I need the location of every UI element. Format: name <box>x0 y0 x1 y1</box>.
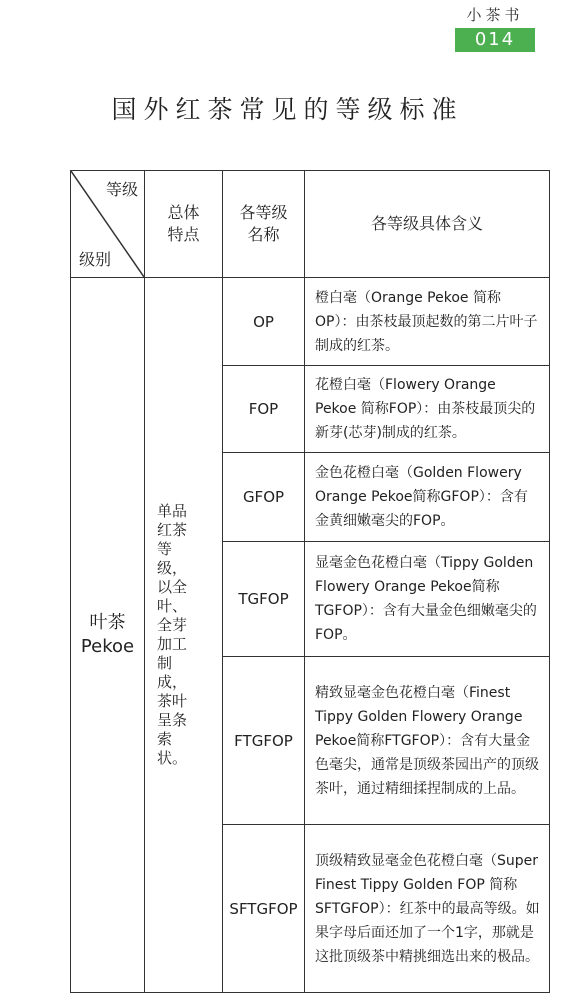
header-grade-name: 各等级 名称 <box>223 171 305 278</box>
grade-desc-gfop: 金色花橙白毫（Golden Flowery Orange Pekoe简称GFOP）：含有金黄细嫩毫尖的FOP。 <box>305 453 550 542</box>
feature-cell <box>145 278 223 993</box>
page-number: 014 <box>455 28 535 52</box>
grade-table <box>70 170 550 993</box>
grade-name-sftgfop: SFTGFOP <box>223 825 305 993</box>
brand-block <box>455 4 535 52</box>
category-en: Pekoe <box>80 636 135 657</box>
grade-name-op: OP <box>223 278 305 366</box>
category-cell <box>71 278 145 993</box>
brand-name: 小茶书 <box>466 6 524 24</box>
corner-label-level: 级别 <box>79 250 112 269</box>
grade-name-gfop: GFOP <box>223 453 305 542</box>
feature-text: 单品 红茶 等级， 以全叶、 全芽 加工 制成， 茶叶 呈条 索状。 <box>157 502 188 767</box>
grade-name-ftgfop: FTGFOP <box>223 657 305 825</box>
category-zh: 叶茶 <box>89 612 126 633</box>
page-title: 国外红茶常见的等级标准 <box>111 95 464 124</box>
header-grade-meaning: 各等级具体含义 <box>305 171 550 278</box>
grade-desc-op: 橙白毫（Orange Pekoe 简称OP）：由茶枝最顶起数的第二片叶子制成的红茶。 <box>305 278 550 366</box>
corner-header-cell <box>71 171 145 278</box>
table-header-row <box>71 171 550 278</box>
grade-desc-fop: 花橙白毫（Flowery Orange Pekoe 简称FOP）：由茶枝最顶尖的新芽(芯芽)制成的红茶。 <box>305 366 550 453</box>
grade-desc-ftgfop: 精致显毫金色花橙白毫（Finest Tippy Golden Flowery Orange Pekoe简称FTGFOP）：含有大量金色毫尖，通常是顶级茶园出产的顶级茶叶，通过精细揉捏制成的上品。 <box>305 657 550 825</box>
grade-desc-sftgfop: 顶级精致显毫金色花橙白毫（Super Finest Tippy Golden FOP 简称SFTGFOP）：红茶中的最高等级。如果字母后面还加了一个1字，那就是这批顶级茶中精挑细选出来的极品。 <box>305 825 550 993</box>
header-overall-features: 总体 特点 <box>145 171 223 278</box>
grade-name-tgfop: TGFOP <box>223 542 305 657</box>
corner-label-grade: 等级 <box>105 180 138 199</box>
table-row <box>71 278 550 366</box>
grade-desc-tgfop: 显毫金色花橙白毫（Tippy Golden Flowery Orange Pekoe简称TGFOP）：含有大量金色细嫩毫尖的FOP。 <box>305 542 550 657</box>
grade-name-fop: FOP <box>223 366 305 453</box>
